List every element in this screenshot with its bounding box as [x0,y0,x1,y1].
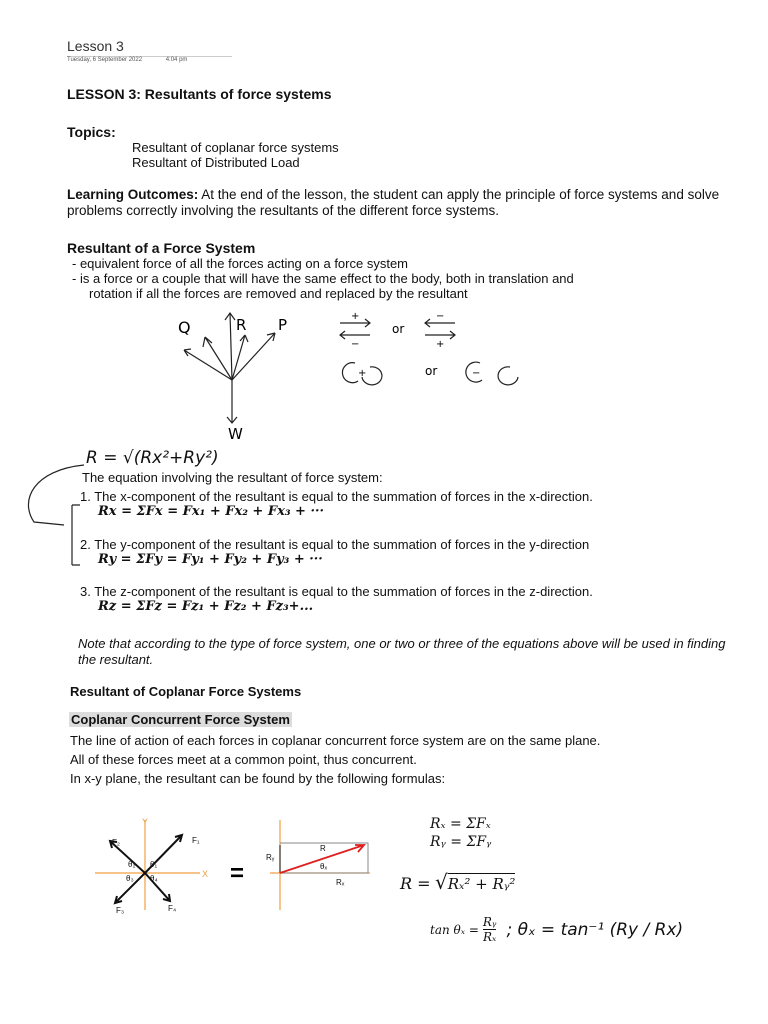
equation-text: The x-component of the resultant is equal to the summation of forces in the x-direction. [94,489,593,504]
angle-label: θ₄ [150,874,158,883]
equation-number: 1. [80,489,91,504]
bullet-item: - is a force or a couple that will have the same effect to the body, both in translation and [72,271,574,286]
label-plus: + [436,339,445,350]
force-label: F₃ [116,906,125,915]
bullet-continuation: rotation if all the forces are removed and replaced by the resultant [89,286,468,301]
lesson-title: LESSON 3: Resultants of force systems [67,86,332,102]
force-label: F₂ [112,838,120,847]
page-title: Lesson 3 [67,38,124,54]
force-label: F₄ [168,904,177,913]
paragraph: In x-y plane, the resultant can be found by the following formulas: [70,771,446,786]
equations-intro: The equation involving the resultant of force system: [82,470,383,485]
ry-formula: Rᵧ = ΣFᵧ [430,834,492,850]
equation-item [80,537,589,552]
equation-formula: Ry = ΣFy = Fy₁ + Fy₂ + Fy₃ + ··· [98,552,323,567]
page-meta [67,57,209,63]
tan-formula [430,915,683,944]
axis-y-label: Y [142,817,149,827]
sqrt-symbol: √ [435,870,448,894]
equals-sign: = [230,860,245,887]
paragraph: The line of action of each forces in coplanar concurrent force system are on the same plane. [70,733,601,748]
label-minus: − [436,311,445,322]
equation-formula: Rx = ΣFx = Fx₁ + Fx₂ + Fx₃ + ··· [98,504,325,519]
label-plus: + [358,368,367,379]
rx-label: Rₓ [336,878,345,887]
equation-text: The y-component of the resultant is equal to the summation of forces in the y-direction [94,537,590,552]
resultant-magnitude-formula [400,870,515,894]
handwritten-inverse-tan: ; θₓ = tan⁻¹ (Ry / Rx) [506,919,684,940]
equation-number: 3. [80,584,91,599]
label-q: Q [178,318,191,337]
r-radicand: Rₓ² + Rᵧ² [447,875,516,893]
tan-denominator: Rₓ [483,930,497,944]
equation-number: 2. [80,537,91,552]
handwritten-resultant: R = √(Rx²+Ry²) [86,448,219,468]
label-r: R [236,316,247,334]
rx-formula: Rₓ = ΣFₓ [430,816,491,832]
paragraph: All of these forces meet at a common point, thus concurrent. [70,752,417,767]
label-or: or [392,322,405,336]
force-sketch [170,305,550,445]
theta-x-label: θₓ [320,862,328,871]
tan-numerator: Rᵧ [482,915,497,929]
r-lhs: R = [400,874,431,893]
topic-item: Resultant of coplanar force systems [132,140,339,155]
concurrent-force-diagram [90,815,390,915]
label-p: P [278,316,288,334]
bullet-item: - equivalent force of all the forces acting on a force system [72,256,409,271]
label-minus: − [472,368,481,379]
label-minus: − [351,339,360,350]
coplanar-subheading: Coplanar Concurrent Force System [71,712,290,727]
resultant-heading: Resultant of a Force System [67,240,256,256]
note-text: Note that according to the type of force system, one or two or three of the equations above will be used in finding the resultant. [78,636,726,667]
page-time: 4:04 pm [165,57,188,63]
force-label: F₁ [192,836,200,845]
tan-lhs: tan θₓ = [430,922,479,937]
coplanar-heading: Resultant of Coplanar Force Systems [70,684,302,699]
topic-item: Resultant of Distributed Load [132,155,300,170]
angle-label: θ₃ [126,874,134,883]
equation-item [80,489,593,504]
angle-label: θ₂ [128,860,136,869]
r-label: R [320,844,326,853]
angle-label: θ₁ [150,860,158,869]
label-w: W [228,425,243,443]
label-or: or [425,364,438,378]
topics-label: Topics: [67,124,116,140]
label-plus: + [351,311,360,322]
equation-item [80,584,593,599]
ry-label: Rᵧ [266,853,275,862]
learning-outcomes-text: At the end of the lesson, the student can apply the principle of force systems and solve problems correctly involving the resultants of the different force systems. [67,187,720,218]
axis-x-label: X [202,869,209,879]
bracket-annotation [14,460,84,570]
page-date: Tuesday, 6 September 2022 [67,57,143,63]
learning-outcomes-label: Learning Outcomes: [67,187,199,202]
learning-outcomes [67,187,747,219]
equation-text: The z-component of the resultant is equal to the summation of forces in the z-direction. [94,584,593,599]
tan-fraction [483,915,497,944]
equation-formula: Rz = ΣFz = Fz₁ + Fz₂ + Fz₃+... [98,599,314,614]
